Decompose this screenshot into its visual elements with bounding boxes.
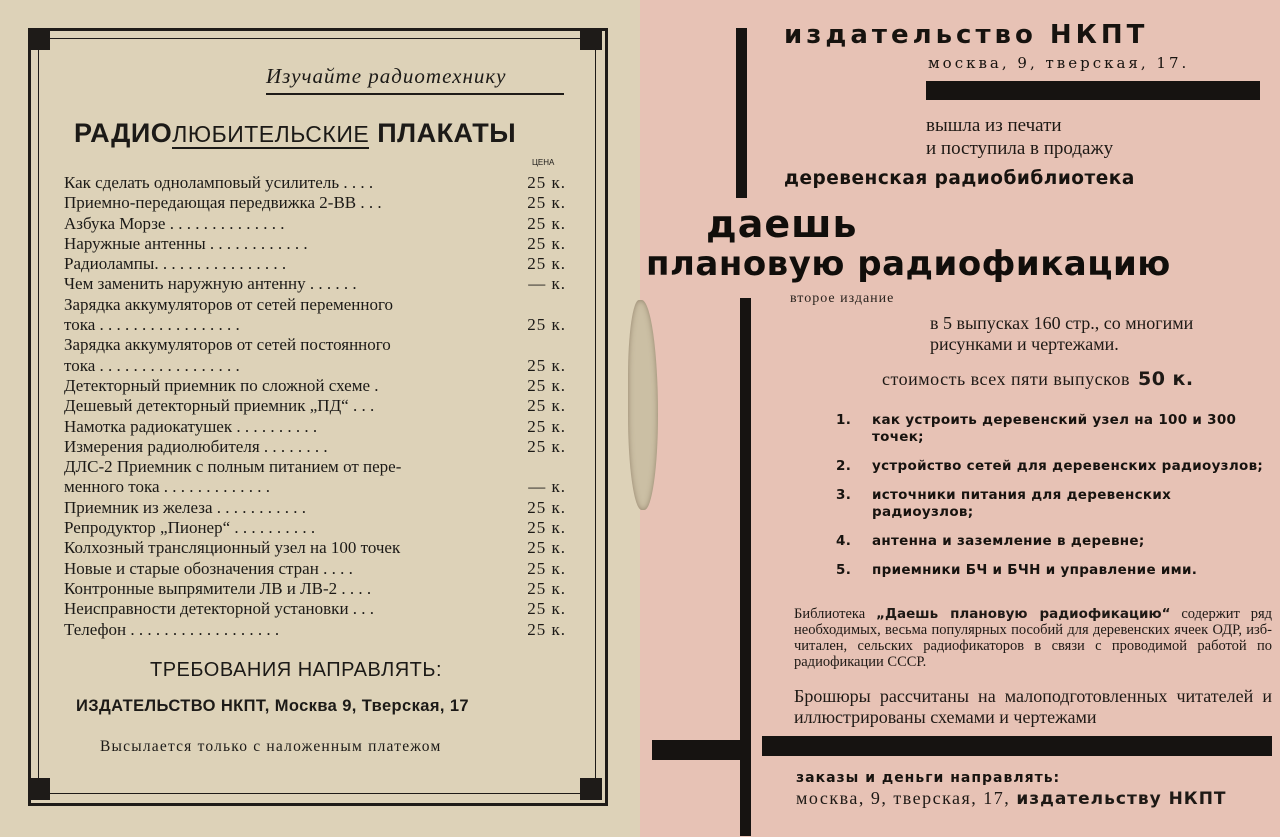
poster-name: Неисправности детекторной установки . . .: [64, 599, 375, 619]
poster-name: ДЛС-2 Приемник с полным питанием от пере-: [64, 457, 402, 477]
topic-text: антенна и заземление в деревне;: [872, 533, 1145, 549]
poster-name: Дешевый детекторный приемник „ПД“ . . .: [64, 396, 375, 416]
topic-text: устройство сетей для деревенских радиоузлов;: [872, 458, 1264, 474]
title-part-amateur: ЛЮБИТЕЛЬСКИЕ: [172, 121, 370, 147]
poster-name: Как сделать однолампoвый усилитель . . . .: [64, 173, 374, 192]
list-item: [64, 437, 566, 457]
poster-name: менного тока . . . . . . . . . . . . .: [64, 477, 271, 497]
list-item: [64, 620, 566, 640]
list-item: [64, 295, 566, 315]
poster-price: 25 к.: [527, 518, 566, 538]
price-column-header: ЦЕНА: [532, 158, 555, 167]
poster-name: Контронные выпрямители ЛВ и ЛВ-2 . . . .: [64, 578, 372, 598]
topic-number: 5.: [836, 562, 852, 578]
poster-name: Азбука Морзе . . . . . . . . . . . . . .: [64, 213, 285, 233]
topic-number: 4.: [836, 533, 852, 549]
poster-name: тока . . . . . . . . . . . . . . . . .: [64, 355, 240, 375]
poster-name: Детекторный приемник по сложной схеме .: [64, 375, 379, 395]
poster-price: 25 к.: [527, 578, 566, 598]
list-item: [64, 274, 566, 294]
list-item: [64, 417, 566, 437]
title-part-posters: ПЛАКАТЫ: [377, 118, 517, 148]
poster-price: 25 к.: [527, 355, 566, 375]
publisher-address: москва, 9, тверская, 17.: [928, 54, 1190, 72]
library-title: „Даешь плановую радиофикацию“: [876, 606, 1171, 622]
brochures-note: Брошюры рассчитаны на малоподготовленных читателей и иллюстрированы схемами и чертежами: [794, 686, 1272, 727]
list-item: [836, 458, 1274, 475]
poster-name: Приемно-передающая передвижка 2-ВВ . . .: [64, 193, 382, 213]
poster-price: 25 к.: [527, 213, 566, 233]
subtitle: Изучайте радиотехнику: [266, 64, 507, 88]
frame-corner-ornament: [28, 28, 50, 50]
poster-price: 25 к.: [527, 233, 566, 253]
poster-name: Измерения радиолюбителя . . . . . . . .: [64, 436, 328, 456]
poster-name: тока . . . . . . . . . . . . . . . . .: [64, 315, 240, 335]
poster-price: 25 к.: [527, 375, 566, 395]
list-item: [64, 477, 566, 497]
title-part-radio: РАДИО: [74, 118, 173, 148]
topic-number: 2.: [836, 458, 852, 474]
list-item: [64, 335, 566, 355]
footer-bar-right: [762, 736, 1272, 756]
poster-price: — к.: [528, 274, 566, 294]
poster-price: 25 к.: [527, 173, 566, 192]
list-item: [64, 376, 566, 396]
list-item: [64, 559, 566, 579]
list-item: [64, 599, 566, 619]
volumes-description: в 5 выпусках 160 стр., со многими рисунками и чертежами.: [930, 313, 1194, 354]
list-item: [64, 579, 566, 599]
list-item: [64, 356, 566, 376]
topic-text: приемники БЧ и БЧН и управление ими.: [872, 562, 1198, 578]
cost-line: [882, 368, 1194, 390]
list-item: [836, 412, 1274, 446]
headline-line1: даешь: [706, 202, 858, 246]
poster-name: Колхозный трансляционный узел на 100 точек: [64, 538, 401, 558]
headline-line2: плановую радиофикацию: [646, 244, 1171, 284]
list-item: [836, 533, 1274, 550]
cost-value: 50 к.: [1137, 368, 1194, 390]
orders-recipient: издательству НКПТ: [1016, 789, 1227, 809]
poster-price: 25 к.: [527, 436, 566, 456]
list-item: [64, 457, 566, 477]
library-lead: Библиотека: [794, 606, 866, 622]
poster-price: 25 к.: [527, 558, 566, 578]
publication-note: [926, 114, 1113, 160]
library-description: [794, 606, 1272, 670]
poster-price: 25 к.: [527, 254, 566, 274]
list-item: [64, 498, 566, 518]
cost-text: стоимость всех пяти выпусков: [882, 369, 1130, 389]
list-item: [64, 214, 566, 234]
orders-heading: заказы и деньги направлять:: [796, 770, 1061, 786]
poster-name: Новые и старые обозначения стран . . . .: [64, 558, 353, 578]
publication-note-line1: вышла из печати: [926, 115, 1062, 136]
list-item: [64, 538, 566, 558]
list-item: [64, 315, 566, 335]
list-item: [64, 396, 566, 416]
poster-name: Радиолампы. . . . . . . . . . . . . . . .: [64, 254, 287, 274]
page-title: [74, 118, 560, 149]
poster-price: 25 к.: [527, 599, 566, 619]
poster-price: 25 к.: [527, 396, 566, 416]
frame-corner-ornament: [580, 28, 602, 50]
topic-text: как устроить деревенский узел на 100 и 300 точек;: [872, 412, 1237, 445]
poster-price: 25 к.: [527, 538, 566, 558]
library-text: содержит ряд необходимых, весьма популярных пособий для деревенских ячеек ОДР, изб-читален, сельских радиофикаторов в связи с проводимой работой по радиофикации СССР.: [794, 606, 1272, 670]
frame-corner-ornament: [580, 778, 602, 800]
poster-name: Телефон . . . . . . . . . . . . . . . . . .: [64, 619, 280, 639]
list-item: [64, 193, 566, 213]
list-item: [64, 234, 566, 254]
poster-price: 25 к.: [527, 497, 566, 517]
topic-number: 1.: [836, 412, 852, 428]
list-item: [64, 254, 566, 274]
poster-name: Чем заменить наружную антенну . . . . . .: [64, 274, 357, 294]
poster-name: Приемник из железа . . . . . . . . . . .: [64, 497, 307, 517]
poster-name: Наружные антенны . . . . . . . . . . . .: [64, 233, 308, 253]
poster-price: — к.: [528, 477, 566, 497]
poster-price: 25 к.: [527, 315, 566, 335]
list-item: [64, 518, 566, 538]
list-item: [836, 487, 1274, 521]
poster-price: 25 к.: [527, 619, 566, 639]
subtitle-underline: [266, 93, 564, 95]
publication-note-line2: и поступила в продажу: [926, 138, 1114, 159]
poster-name: Репродуктор „Пионер“ . . . . . . . . . .: [64, 518, 316, 538]
poster-price: 25 к.: [527, 193, 566, 213]
edition-label: второе издание: [790, 291, 895, 306]
orders-address-line: [796, 788, 1227, 809]
poster-name: Зарядка аккумуляторов от сетей переменного: [64, 294, 394, 314]
poster-list: [64, 173, 566, 640]
series-name: деревенская радиобиблиотека: [784, 168, 1135, 189]
cod-note: Высылается только с наложенным платежом: [100, 738, 442, 755]
vertical-rule-top: [736, 28, 747, 198]
topic-number: 3.: [836, 487, 852, 503]
footer-bar-left: [652, 740, 744, 760]
list-item: [64, 173, 566, 193]
list-item: [836, 562, 1274, 579]
orders-address: москва, 9, тверская, 17,: [796, 788, 1011, 808]
publisher-name: издательство НКПТ: [784, 20, 1149, 50]
header-bar: [926, 81, 1260, 100]
requests-address: ИЗДАТЕЛЬСТВО НКПТ, Москва 9, Тверская, 17: [76, 697, 469, 715]
poster-name: Намотка радиокатушек . . . . . . . . . .: [64, 416, 318, 436]
poster-price: 25 к.: [527, 416, 566, 436]
topics-list: [836, 412, 1274, 591]
topic-text: источники питания для деревенских радиоузлов;: [872, 487, 1172, 520]
requests-heading: ТРЕБОВАНИЯ НАПРАВЛЯТЬ:: [150, 659, 443, 681]
poster-name: Зарядка аккумуляторов от сетей постоянного: [64, 335, 391, 355]
frame-corner-ornament: [28, 778, 50, 800]
